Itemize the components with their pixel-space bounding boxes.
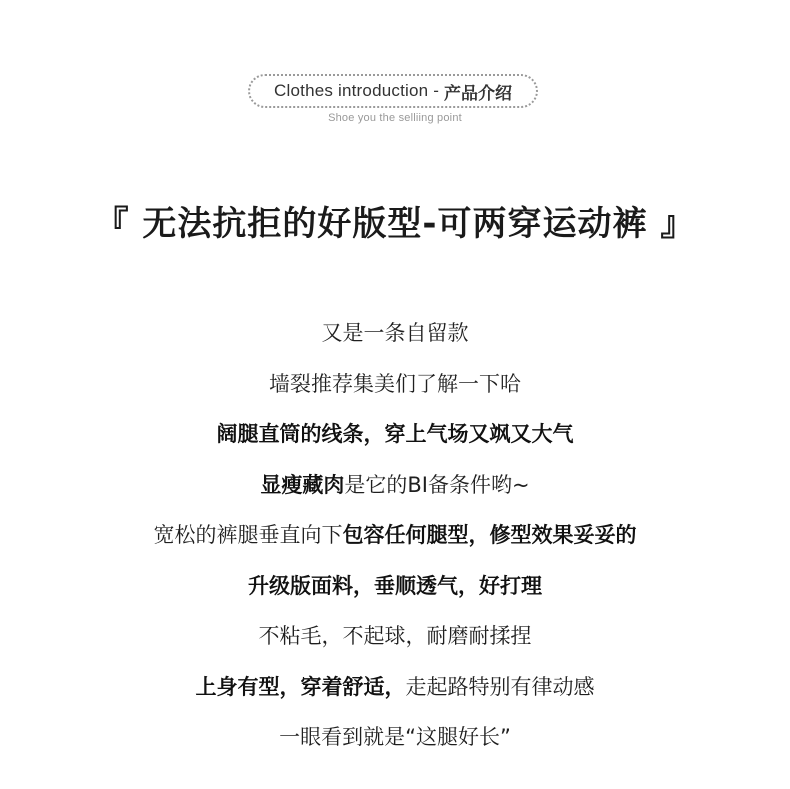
line-text: 是它的BI备条件哟~: [344, 472, 530, 497]
highlight-text: 上身有型，穿着舒适，: [195, 674, 406, 699]
highlight-text: 升级版面料，垂顺透气，好打理: [248, 573, 542, 598]
page-title: 『 无法抗拒的好版型-可两穿运动裤 』: [94, 204, 696, 244]
line-text: 一眼看到就是“这腿好长”: [279, 725, 511, 749]
description-line: [0, 460, 790, 511]
highlight-text: 包容任何腿型，修型效果妥妥的: [342, 523, 637, 547]
header-separator: -: [433, 81, 439, 100]
description-line: [0, 409, 790, 460]
line-text: 不粘毛，不起球，耐磨耐揉捏: [258, 624, 532, 648]
description-line: [0, 662, 790, 713]
description-line: [0, 561, 790, 612]
description-line: [0, 308, 790, 359]
line-text: 墙裂推荐集美们了解一下哈: [269, 371, 521, 396]
header-english-text: Clothes introduction: [274, 81, 429, 100]
line-text: 又是一条自留款: [321, 321, 469, 345]
highlight-text: 显瘦藏肉: [260, 472, 345, 497]
description-line: [0, 359, 790, 410]
line-text: 走起路特别有律动感: [405, 674, 595, 699]
section-header-badge: [248, 74, 538, 108]
description-line: [0, 712, 790, 763]
header-chinese-text: 产品介绍: [443, 83, 512, 104]
header-subtitle: Shoe you the selliing point: [328, 112, 462, 124]
description-line: [0, 510, 790, 561]
highlight-text: 阔腿直筒的线条，穿上气场又飒又大气: [216, 422, 574, 446]
line-text: 宽松的裤腿垂直向下: [153, 523, 343, 547]
description-line: [0, 611, 790, 662]
description-lines: [0, 308, 790, 763]
